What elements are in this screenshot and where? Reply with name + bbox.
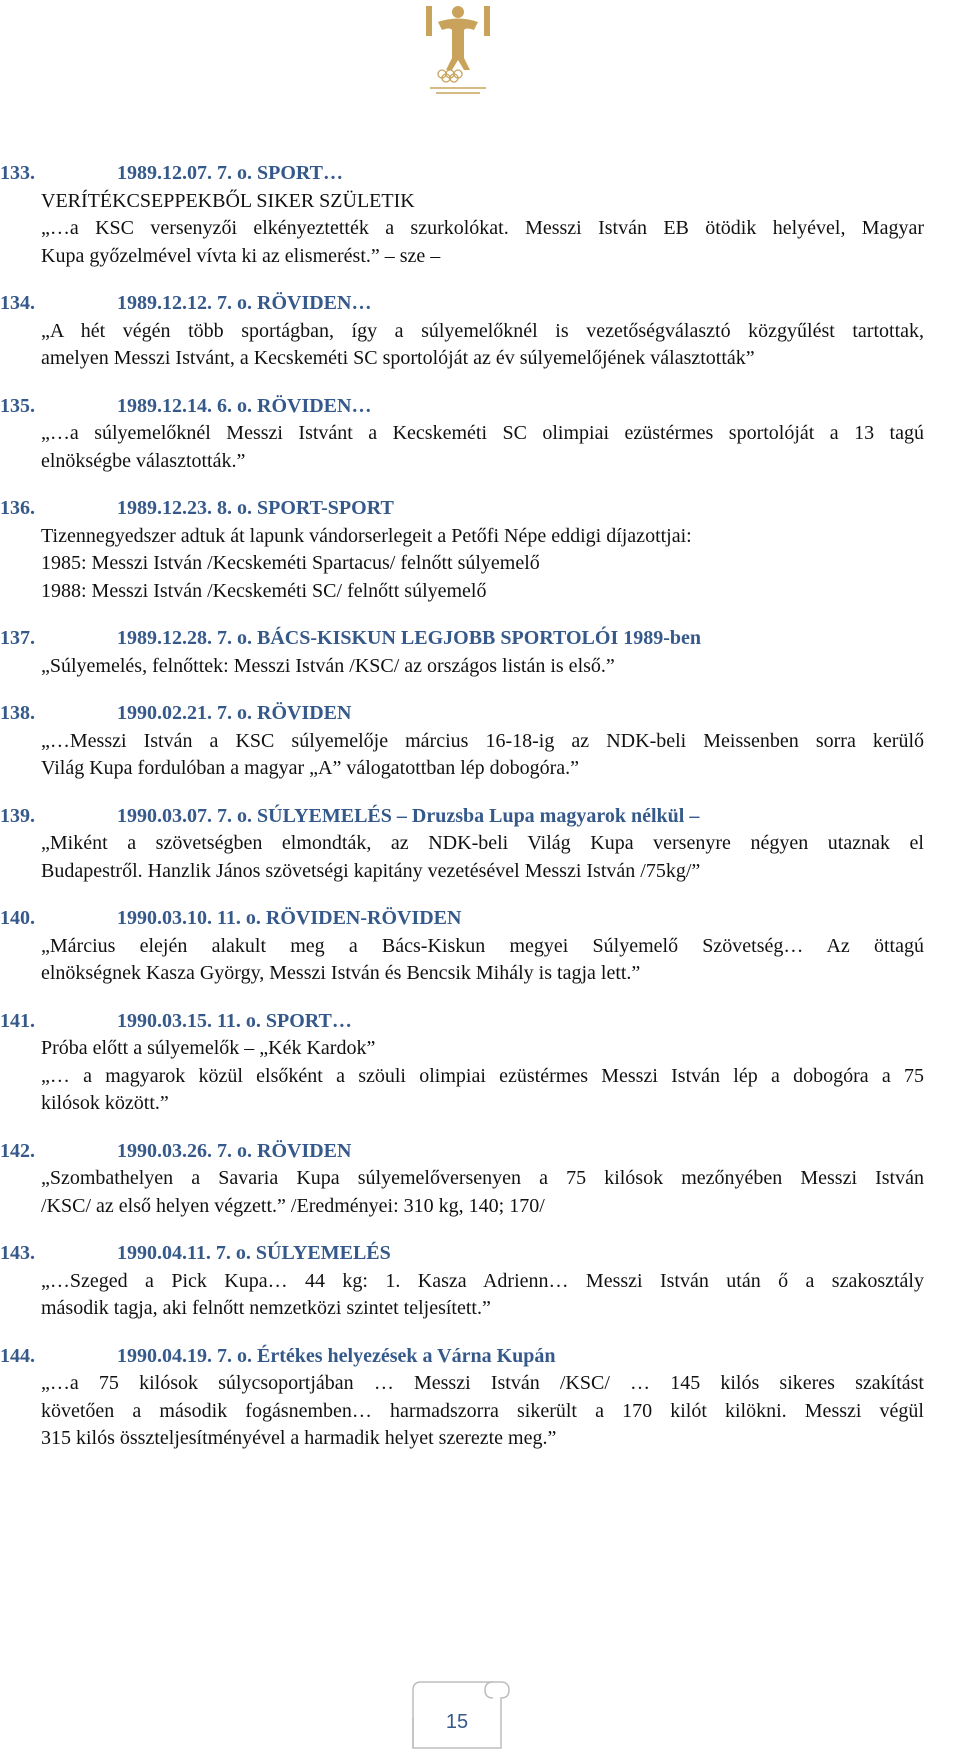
entry-text-line: „Szombathelyen a Savaria Kupa súlyemelőversenyen a 75 kilósok mezőnyében Messzi István xyxy=(41,1167,924,1189)
entry xyxy=(0,1343,960,1453)
entry-heading xyxy=(0,1138,960,1166)
entry-text-line: VERÍTÉKCSEPPEKBŐL SIKER SZÜLETIK xyxy=(41,189,415,212)
weightlifter-logo-icon xyxy=(398,0,518,110)
page-number-box xyxy=(405,1678,517,1750)
entry-heading xyxy=(0,803,960,831)
entry-text-line: /KSC/ az első helyen végzett.” /Eredményei: 310 kg, 140; 170/ xyxy=(41,1194,545,1217)
entry xyxy=(0,1008,960,1118)
entry-body xyxy=(0,1035,960,1118)
entry-heading xyxy=(0,1240,960,1268)
entry xyxy=(0,290,960,373)
entry-body xyxy=(0,830,960,885)
entry-text-line: „… a magyarok közül elsőként a szöuli olimpiai ezüstérmes Messzi István lép a dobogóra a 75 xyxy=(41,1064,924,1087)
entry-text-line: 1988: Messzi István /Kecskeméti SC/ felnőtt súlyemelő xyxy=(41,579,487,602)
entry-text-line: Tizennegyedszer adtuk át lapunk vándorserlegeit a Petőfi Népe eddigi díjazottjai: xyxy=(41,524,692,547)
entry-text-line: Kupa győzelmével vívta ki az elismerést.” – sze – xyxy=(41,244,441,267)
entry-text-line: „…Messzi István a KSC súlyemelője március 16-18-ig az NDK-beli Meissenben sorra kerülő xyxy=(41,729,924,752)
entry-date-section: 1990.03.15. 11. o. SPORT… xyxy=(117,1009,352,1032)
entry xyxy=(0,160,960,270)
entry-date-section: 1990.02.21. 7. o. RÖVIDEN xyxy=(117,702,352,724)
entry-date-section: 1989.12.14. 6. o. RÖVIDEN… xyxy=(117,394,372,417)
entry-date-section: 1989.12.07. 7. o. SPORT… xyxy=(117,162,343,184)
entry-text-line: Próba előtt a súlyemelők – „Kék Kardok” xyxy=(41,1037,376,1059)
entry-heading xyxy=(0,905,960,933)
paper-scroll-icon xyxy=(405,1678,517,1750)
entry-number: 135. xyxy=(0,394,35,417)
entry-text-line: „…a súlyemelőknél Messzi Istvánt a Kecskeméti SC olimpiai ezüstérmes sportolóját a 13 tagú xyxy=(41,422,924,444)
entry-date-section: 1990.03.10. 11. o. RÖVIDEN-RÖVIDEN xyxy=(117,907,462,929)
entry-text-line: Világ Kupa fordulóban a magyar „A” válogatottban lép dobogóra.” xyxy=(41,757,580,779)
entry-number: 141. xyxy=(0,1009,35,1032)
entry-date-section: 1989.12.12. 7. o. RÖVIDEN… xyxy=(117,292,372,314)
entry-text-line: „…Szeged a Pick Kupa… 44 kg: 1. Kasza Adrienn… Messzi István után ő a szakosztály xyxy=(41,1269,924,1292)
entry-body xyxy=(0,728,960,783)
entry-text-line: elnökségbe választották.” xyxy=(41,449,246,472)
entry xyxy=(0,625,960,680)
entry-text-line: 1985: Messzi István /Kecskeméti Spartacus/ felnőtt súlyemelő xyxy=(41,552,540,574)
entry xyxy=(0,393,960,476)
entry-body xyxy=(0,933,960,988)
entry-text-line: követően a második fogásnemben… harmadszorra sikerült a 170 kilót kilökni. Messzi végül xyxy=(41,1399,924,1422)
entry-number: 139. xyxy=(0,804,35,827)
entry-date-section: 1990.03.26. 7. o. RÖVIDEN xyxy=(117,1139,352,1162)
entry-text-line: „A hét végén több sportágban, így a súlyemelőknél is vezetőségválasztó közgyűlést tartottak, xyxy=(41,319,924,342)
entry-heading xyxy=(0,625,960,653)
entry-number: 136. xyxy=(0,497,35,519)
entry-text-line: 315 kilós összteljesítményével a harmadik helyet szerezte meg.” xyxy=(41,1427,557,1449)
entry-heading xyxy=(0,160,960,188)
entry-heading xyxy=(0,1008,960,1036)
entry-body xyxy=(0,1165,960,1220)
entry-date-section: 1990.04.19. 7. o. Értékes helyezések a Várna Kupán xyxy=(117,1344,556,1367)
entry-body xyxy=(0,1370,960,1453)
entry-heading xyxy=(0,700,960,728)
entry-heading xyxy=(0,1343,960,1371)
entry-date-section: 1990.04.11. 7. o. SÚLYEMELÉS xyxy=(117,1242,391,1264)
entry-text-line: „Március elején alakult meg a Bács-Kiskun megyei Súlyemelő Szövetség… Az öttagú xyxy=(41,934,924,957)
entry-date-section: 1989.12.28. 7. o. BÁCS-KISKUN LEGJOBB SPORTOLÓI 1989-ben xyxy=(117,627,702,649)
entry-text-line: amelyen Messzi Istvánt, a Kecskeméti SC sportolóját az év súlyemelőjének választották” xyxy=(41,347,755,369)
entry-date-section: 1989.12.23. 8. o. SPORT-SPORT xyxy=(117,497,394,519)
entry-number: 133. xyxy=(0,162,35,184)
page-number: 15 xyxy=(445,1711,469,1733)
entry-date-section: 1990.03.07. 7. o. SÚLYEMELÉS – Druzsba Lupa magyarok nélkül – xyxy=(117,804,700,827)
entry-text-line: „Súlyemelés, felnőttek: Messzi István /KSC/ az országos listán is első.” xyxy=(41,654,615,677)
entry-body xyxy=(0,1268,960,1323)
entry-number: 137. xyxy=(0,627,35,649)
entry xyxy=(0,1240,960,1323)
entry-body xyxy=(0,318,960,373)
entry-text-line: Budapestről. Hanzlik János szövetségi kapitány vezetésével Messzi István /75kg/” xyxy=(41,859,701,882)
entry-body xyxy=(0,420,960,475)
entry-body xyxy=(0,653,960,681)
entry-body xyxy=(0,188,960,271)
museum-logo xyxy=(398,0,518,110)
entry xyxy=(0,905,960,988)
entry-number: 144. xyxy=(0,1344,35,1367)
entry xyxy=(0,495,960,605)
entry-text-line: „…a KSC versenyzői elkényeztették a szurkolókat. Messzi István EB ötödik helyével, Magyar xyxy=(41,217,924,239)
entry xyxy=(0,700,960,783)
entry xyxy=(0,1138,960,1221)
entry-number: 142. xyxy=(0,1139,35,1162)
entry-number: 140. xyxy=(0,907,35,929)
entry-list xyxy=(0,160,960,1473)
entry-text-line: „…a 75 kilósok súlycsoportjában … Messzi István /KSC/ … 145 kilós sikeres szakítást xyxy=(41,1372,924,1394)
entry-text-line: második tagja, aki felnőtt nemzetközi szintet teljesített.” xyxy=(41,1297,491,1319)
entry-text-line: elnökségnek Kasza György, Messzi István és Bencsik Mihály is tagja lett.” xyxy=(41,962,641,984)
entry-number: 134. xyxy=(0,292,35,314)
entry-text-line: „Miként a szövetségben elmondták, az NDK-beli Világ Kupa versenyre négyen utaznak el xyxy=(41,832,924,854)
entry-body xyxy=(0,523,960,606)
entry-text-line: kilósok között.” xyxy=(41,1092,169,1114)
entry-number: 138. xyxy=(0,702,35,724)
entry-heading xyxy=(0,290,960,318)
entry-heading xyxy=(0,495,960,523)
entry-heading xyxy=(0,393,960,421)
entry xyxy=(0,803,960,886)
entry-number: 143. xyxy=(0,1242,35,1264)
